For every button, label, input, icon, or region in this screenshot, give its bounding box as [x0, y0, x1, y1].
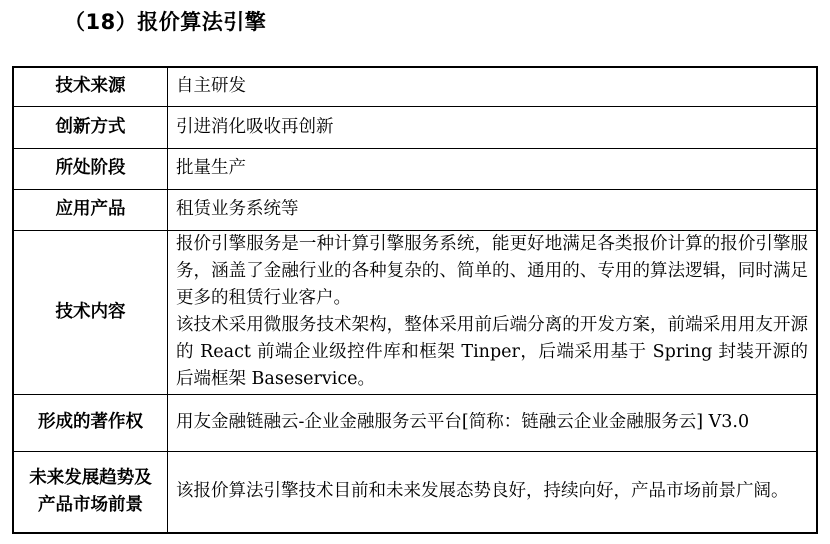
row-value-innovation: 引进消化吸收再创新	[168, 106, 818, 148]
table-row	[13, 67, 817, 106]
table-row	[13, 148, 817, 189]
row-label-content: 技术内容	[13, 230, 168, 394]
row-value-product: 租赁业务系统等	[168, 189, 818, 230]
row-value-stage: 批量生产	[168, 148, 818, 189]
row-label-outlook: 未来发展趋势及产品市场前景	[13, 451, 168, 533]
tech-spec-table	[12, 66, 818, 534]
row-label-source: 技术来源	[13, 67, 168, 106]
table-row	[13, 394, 817, 451]
row-label-copyright: 形成的著作权	[13, 394, 168, 451]
table-row	[13, 230, 817, 394]
row-value-outlook: 该报价算法引擎技术目前和未来发展态势良好，持续向好，产品市场前景广阔。	[168, 451, 818, 533]
row-label-innovation: 创新方式	[13, 106, 168, 148]
row-label-stage: 所处阶段	[13, 148, 168, 189]
table-row	[13, 106, 817, 148]
section-heading: （18）报价算法引擎	[64, 10, 267, 34]
row-label-product: 应用产品	[13, 189, 168, 230]
table-row	[13, 189, 817, 230]
content-paragraph-2: 该技术采用微服务技术架构，整体采用前后端分离的开发方案，前端采用用友开源的 React 前端企业级控件库和框架 Tinper，后端采用基于 Spring 封装开源的后端框架 Baseservice。	[176, 315, 808, 389]
table-row	[13, 451, 817, 533]
content-paragraph-1: 报价引擎服务是一种计算引擎服务系统，能更好地满足各类报价计算的报价引擎服务，涵盖了金融行业的各种复杂的、简单的、通用的、专用的算法逻辑，同时满足更多的租赁行业客户。	[176, 234, 808, 308]
row-value-copyright: 用友金融链融云-企业金融服务云平台[简称：链融云企业金融服务云] V3.0	[168, 394, 818, 451]
row-value-source: 自主研发	[168, 67, 818, 106]
row-value-content	[168, 230, 818, 394]
